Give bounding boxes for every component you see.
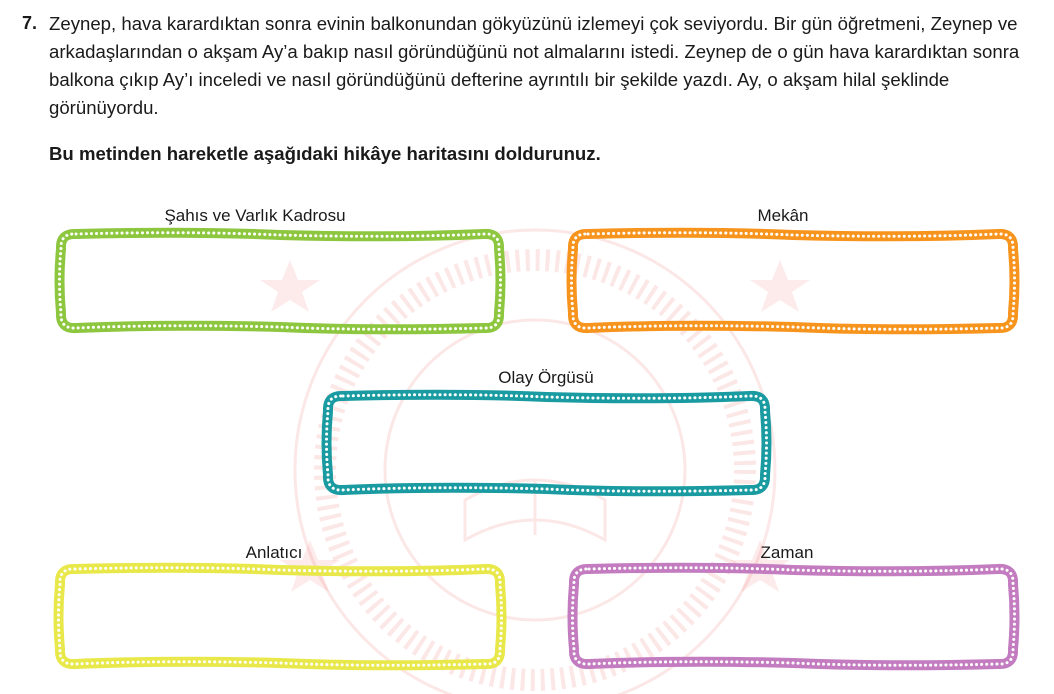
frame-border bbox=[55, 228, 505, 334]
label-setting: Mekân bbox=[757, 206, 809, 225]
plot-answer-box[interactable] bbox=[322, 390, 771, 496]
setting-answer-box[interactable] bbox=[567, 228, 1019, 334]
frame-border bbox=[322, 390, 771, 496]
question-block bbox=[22, 10, 1042, 122]
time-answer-box[interactable] bbox=[568, 563, 1019, 670]
characters-answer-box[interactable] bbox=[55, 228, 505, 334]
label-time: Zaman bbox=[760, 543, 814, 562]
frame-border bbox=[568, 563, 1019, 670]
narrator-answer-box[interactable] bbox=[54, 563, 506, 670]
question-text: Zeynep, hava karardıktan sonra evinin balkonundan gökyüzünü izlemeyi çok seviyordu. Bir gün öğretmeni, Zeynep ve arkadaşlarından o akşam Ay’a bakıp nasıl göründüğünü not almalarını istedi. Zeynep de o gün hava karardıktan sonra balkona çıkıp Ay’ı inceledi ve nasıl göründüğünü defterine ayrıntılı bir şekilde yazdı. Ay, o akşam hilal şeklinde görünüyordu. bbox=[49, 13, 1020, 118]
frame-border bbox=[54, 563, 506, 670]
frame-border bbox=[567, 228, 1019, 334]
label-plot: Olay Örgüsü bbox=[498, 368, 594, 387]
question-number: 7. bbox=[22, 13, 38, 33]
question-instruction: Bu metinden hareketle aşağıdaki hikâye haritasını doldurunuz. bbox=[49, 143, 601, 164]
label-characters: Şahıs ve Varlık Kadrosu bbox=[164, 206, 346, 225]
label-narrator: Anlatıcı bbox=[245, 543, 303, 562]
